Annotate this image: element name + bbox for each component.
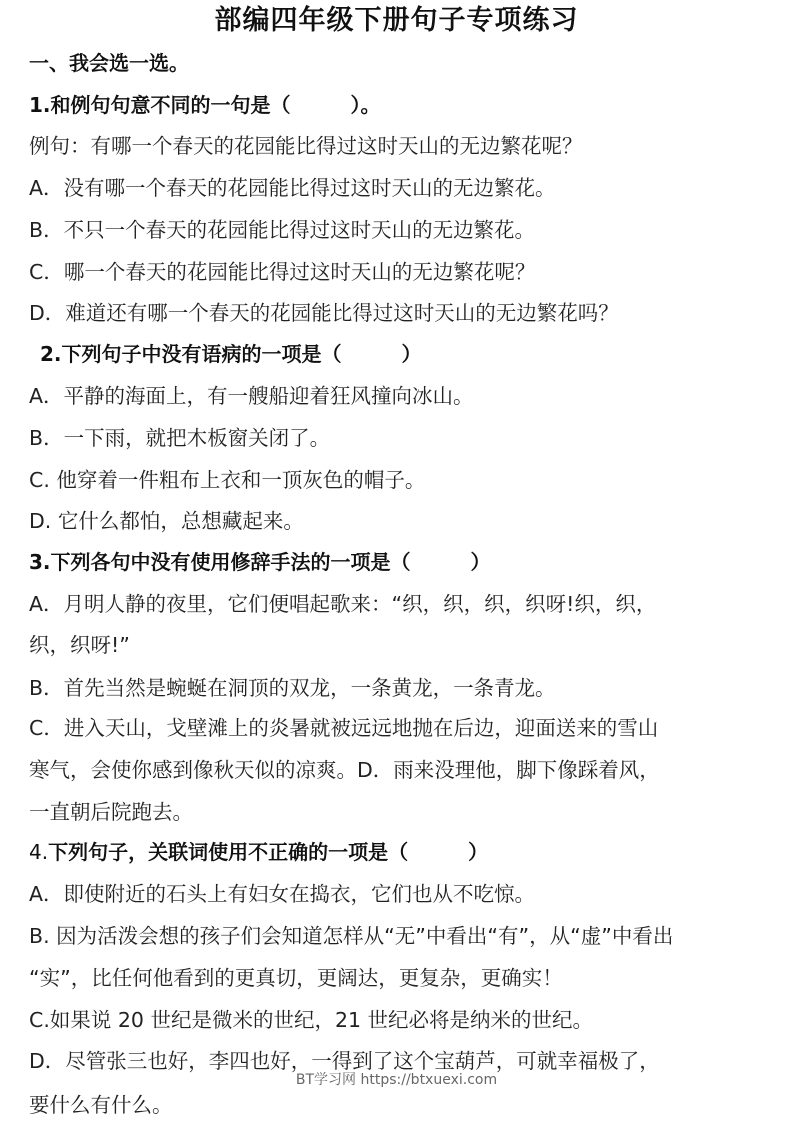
section-heading: 一、我会选一选。 xyxy=(29,51,189,75)
question-3-line-5: 寒气，会使你感到像秋天似的凉爽。D．雨来没理他，脚下像踩着风， xyxy=(29,758,660,782)
question-2-option-d: D. 它什么都怕，总想藏起来。 xyxy=(29,509,304,533)
question-1-example: 例句：有哪一个春天的花园能比得过这时天山的无边繁花呢？ xyxy=(29,134,583,158)
question-4-stem xyxy=(29,837,488,867)
question-4-line-1: A．即使附近的石头上有妇女在捣衣，它们也从不吃惊。 xyxy=(29,882,536,906)
question-4-line-3: “实”，比任何他看到的更真切，更阔达，更复杂，更确实！ xyxy=(29,966,563,990)
question-1-option-a: A．没有哪一个春天的花园能比得过这时天山的无边繁花。 xyxy=(29,176,556,200)
question-2-option-b: B．一下雨，就把木板窗关闭了。 xyxy=(29,426,331,450)
question-3-line-3: B．首先当然是蜿蜒在洞顶的双龙，一条黄龙，一条青龙。 xyxy=(29,676,556,700)
watermark: BT学习网 https://btxuexi.com xyxy=(295,1072,498,1088)
question-3-line-6: 一直朝后院跑去。 xyxy=(29,800,193,824)
question-4-number: 4. xyxy=(29,840,49,864)
question-2-option-a: A．平静的海面上，有一艘船迎着狂风撞向冰山。 xyxy=(29,384,474,408)
question-4-line-5: D．尽管张三也好，李四也好，一得到了这个宝葫芦，可就幸福极了， xyxy=(29,1049,660,1073)
question-3-line-4: C．进入天山，戈壁滩上的炎暑就被远远地抛在后边，迎面送来的雪山 xyxy=(29,716,659,740)
question-2-option-c: C. 他穿着一件粗布上衣和一顶灰色的帽子。 xyxy=(29,468,426,492)
question-3-line-2: 织，织呀!” xyxy=(29,633,130,657)
question-1-option-d: D．难道还有哪一个春天的花园能比得过这时天山的无边繁花吗？ xyxy=(29,301,619,325)
question-4-line-4: C.如果说 20 世纪是微米的世纪，21 世纪必将是纳米的世纪。 xyxy=(29,1008,594,1032)
page-title: 部编四年级下册句子专项练习 xyxy=(214,5,579,36)
question-4-line-2: B. 因为活泼会想的孩子们会知道怎样从“无”中看出“有”，从“虚”中看出 xyxy=(29,924,674,948)
question-1-option-b: B．不只一个春天的花园能比得过这时天山的无边繁花。 xyxy=(29,218,536,242)
question-4-line-6: 要什么有什么。 xyxy=(29,1093,173,1117)
question-4-stem-text: 下列句子，关联词使用不正确的一项是（ ） xyxy=(48,840,489,864)
question-2-stem: 2.下列句子中没有语病的一项是（ ） xyxy=(40,342,422,366)
question-1-stem: 1.和例句句意不同的一句是（ ）。 xyxy=(29,93,381,117)
question-1-option-c: C．哪一个春天的花园能比得过这时天山的无边繁花呢？ xyxy=(29,260,536,284)
question-3-stem: 3.下列各句中没有使用修辞手法的一项是（ ） xyxy=(29,550,491,574)
question-3-line-1: A．月明人静的夜里，它们便唱起歌来：“织，织，织，织呀!织，织， xyxy=(29,592,657,616)
